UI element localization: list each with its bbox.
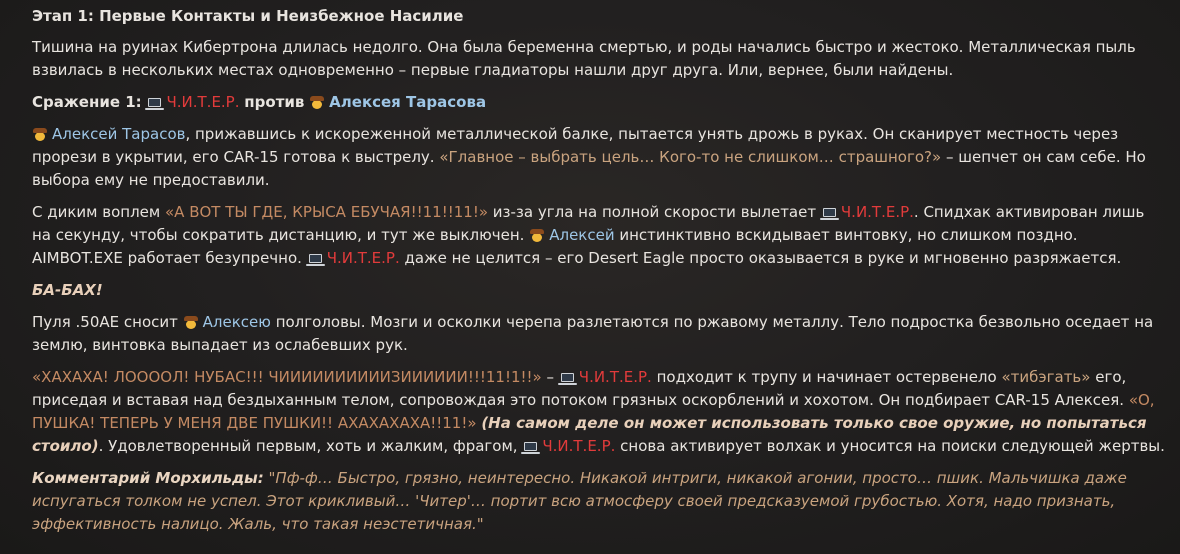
laugh-quote: «ХАХАХА! ЛООООЛ! НУБАС!!! ЧИИИИИИИИИИЗИИИИИИ!!!11!1!!» xyxy=(32,368,542,386)
laptop-icon xyxy=(561,373,574,382)
paragraph-teabag xyxy=(32,366,1166,458)
text: даже не целится – его Desert Eagle просто оказывается в руке и мгновенно разряжается. xyxy=(404,249,1122,267)
comment-text: "Пф-ф… Быстро, грязно, неинтересно. Никакой интриги, никакой агонии, просто… пшик. Мальчишка даже испугаться толком не успел. Этот крикливый… 'Читер'… портит всю атмосферу своей предсказуемой грубостью. Хотя, надо признать, эффективность налицо. Жаль, что такая неэстетичная." xyxy=(32,469,1127,533)
text: снова активирует волхак и уносится на поиски следующей жертвы. xyxy=(620,437,1165,455)
sound-effect: БА-БАХ! xyxy=(32,281,103,299)
whisper-quote: «Главное – выбрать цель… Кого-то не слишком… страшного?» xyxy=(439,148,942,166)
laptop-icon xyxy=(148,98,161,107)
teabag-quote: «тибэгать» xyxy=(1001,368,1091,386)
alexey-name: Алексей xyxy=(549,226,615,244)
dash: – xyxy=(546,368,554,386)
cheater-name: Ч.И.Т.Е.Р. xyxy=(542,437,616,455)
gun-quote: «О, ПУШКА! ТЕПЕРЬ У МЕНЯ ДВЕ ПУШКИ!! АХАХАХАХА!!11!» xyxy=(32,391,1155,432)
aside-note: (На самом деле он может использовать только свое оружие, но попытаться стоило) xyxy=(32,414,1147,455)
text: . Спидхак активирован лишь на секунду, чтобы сократить дистанцию, и тут же выключен. xyxy=(32,203,1145,244)
cowboy-face-icon xyxy=(184,315,198,329)
text: , прижавшись к искореженной металлической балке, пытается унять дрожь в руках. Он сканирует местность через прорези в укрытии, его CAR-15 готова к выстрелу. xyxy=(32,125,1119,166)
paragraph-intro: Тишина на руинах Кибертрона длилась недолго. Она была беременна смертью, и роды начались быстро и жестоко. Металлическая пыль взвилась в нескольких местах одновременно – первые гладиаторы нашли друг друга. Или, вернее, были найдены. xyxy=(32,38,1136,79)
laptop-icon xyxy=(524,442,537,451)
opponent-name: Алексея Тарасова xyxy=(329,93,487,111)
cheater-name: Ч.И.Т.Е.Р. xyxy=(326,249,400,267)
comment-label: Комментарий Морхильды: xyxy=(32,469,264,487)
cheater-name: Ч.И.Т.Е.Р. xyxy=(840,203,914,221)
text: его, приседая и вставая над бездыханным телом, сопровождая это потоком грязных оскорблений и хохотом. Он подбирает CAR-15 Алексея. xyxy=(32,368,1127,409)
laptop-icon xyxy=(309,254,322,263)
text: . Удовлетворенный первым, хоть и жалким, фрагом, xyxy=(98,437,518,455)
text: инстинктивно вскидывает винтовку, но слишком поздно. AIMBOT.EXE работает безупречно. xyxy=(32,226,1078,267)
battle-line xyxy=(32,91,1166,114)
text: – шепчет он сам себе. Но выбора ему не предоставили. xyxy=(32,148,1146,189)
cheater-name: Ч.И.Т.Е.Р. xyxy=(578,368,652,386)
text: полголовы. Мозги и осколки черепа разлетаются по ржавому металлу. Тело подростка безвольно оседает на землю, винтовка выпадает из ослабевших рук. xyxy=(32,313,1154,354)
text: из-за угла на полной скорости вылетает xyxy=(492,203,817,221)
paragraph-alexey-hiding xyxy=(32,123,1166,192)
text: подходит к трупу и начинает остервенело xyxy=(656,368,997,386)
alexey-name: Алексей Тарасов xyxy=(52,125,186,143)
versus-label: против xyxy=(244,93,305,111)
alexey-name: Алексею xyxy=(202,313,271,331)
cowboy-face-icon xyxy=(310,95,324,109)
morhilda-comment xyxy=(32,467,1166,536)
paragraph-shot xyxy=(32,311,1166,357)
text: С диким воплем xyxy=(32,203,161,221)
cowboy-face-icon xyxy=(33,127,47,141)
cowboy-face-icon xyxy=(530,228,544,242)
stage-title: Этап 1: Первые Контакты и Неизбежное Насилие xyxy=(32,7,464,25)
paragraph-attack xyxy=(32,201,1166,270)
battle-label: Сражение 1: xyxy=(32,93,142,111)
laptop-icon xyxy=(823,208,836,217)
text: Пуля .50AE сносит xyxy=(32,313,178,331)
cheater-name: Ч.И.Т.Е.Р. xyxy=(166,93,240,111)
scream-quote: «А ВОТ ТЫ ГДЕ, КРЫСА ЕБУЧАЯ!!11!!11!» xyxy=(165,203,489,221)
